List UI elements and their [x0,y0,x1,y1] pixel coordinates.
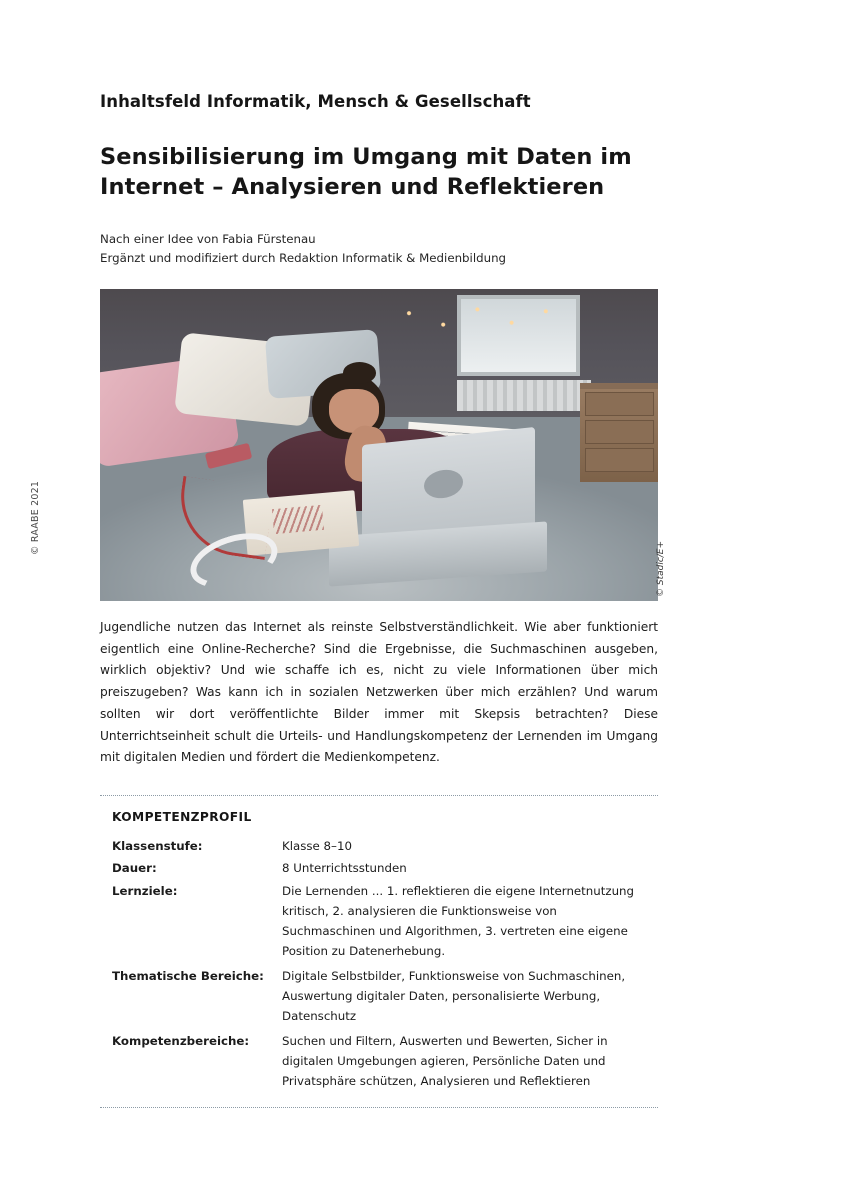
image-credit: © Stadic/E+ [656,540,666,598]
row-label: Kompetenzbereiche: [112,1033,250,1048]
dresser-drawer [585,448,654,472]
table-row [100,836,658,858]
table-row [100,881,658,966]
row-label: Thematische Bereiche: [112,968,264,983]
fairy-lights [390,298,580,335]
table-row [100,1031,658,1094]
row-value: Suchen und Filtern, Auswerten und Bewerten, Sicher in digitalen Umgebungen agieren, Persönliche Daten und Privatsphäre schützen, Analysieren und Reflektieren [282,1033,608,1089]
table-row [100,966,658,1031]
row-label: Klassenstufe: [112,839,203,854]
credits-block [100,230,658,267]
divider-bottom [100,1107,658,1108]
row-value: Die Lernenden ... 1. reflektieren die eigene Internetnutzung kritisch, 2. analysieren die Funktionsweise von Suchmaschinen und Algorithmen, 3. vertreten eine eigene Position zu Datenerhebung. [282,883,635,959]
dresser-drawer [585,420,654,444]
hero-image-wrapper [100,289,666,601]
page-copyright: © RAABE 2021 [30,480,41,555]
row-value: 8 Unterrichtsstunden [282,861,407,876]
row-value: Klasse 8–10 [282,839,352,854]
notebook-writing [272,505,324,534]
subject-field-heading: Inhaltsfeld Informatik, Mensch & Gesellschaft [100,92,531,111]
divider-top [100,795,658,796]
intro-paragraph: Jugendliche nutzen das Internet als reinste Selbstverständlichkeit. Wie aber funktioniert eigentlich eine Online-Recherche? Sind die Ergebnisse, die Suchmaschinen ausgeben, wirklich objektiv? Und wie schaffe ich es, nicht zu viele Informationen über mich preiszugeben? Was kann ich in sozialen Netzwerken über mich erzählen? Und warum sollten wir dort veröffentlichte Bilder immer mit Skepsis betrachten? Diese Unterrichtseinheit schult die Urteils- und Handlungskompetenz der Lernenden im Umgang mit digitalen Medien und fördert die Medienkompetenz. [100,620,658,765]
row-label: Lernziele: [112,883,178,898]
credit-line-author: Nach einer Idee von Fabia Fürstenau [100,232,316,247]
table-row [100,858,658,880]
row-value: Digitale Selbstbilder, Funktionsweise von Suchmaschinen, Auswertung digitaler Daten, personalisierte Werbung, Datenschutz [282,968,626,1024]
row-label: Dauer: [112,861,157,876]
credit-line-editor: Ergänzt und modifiziert durch Redaktion Informatik & Medienbildung [100,250,507,265]
competency-profile-table [100,836,658,1093]
radiator-shape [457,380,591,411]
competency-profile-heading: KOMPETENZPROFIL [112,810,252,825]
dresser-drawer [585,392,654,416]
hero-image [100,289,658,601]
page-title: Sensibilisierung im Umgang mit Daten im Internet – Analysieren und Reflektieren [100,143,632,200]
document-content [100,92,666,1108]
